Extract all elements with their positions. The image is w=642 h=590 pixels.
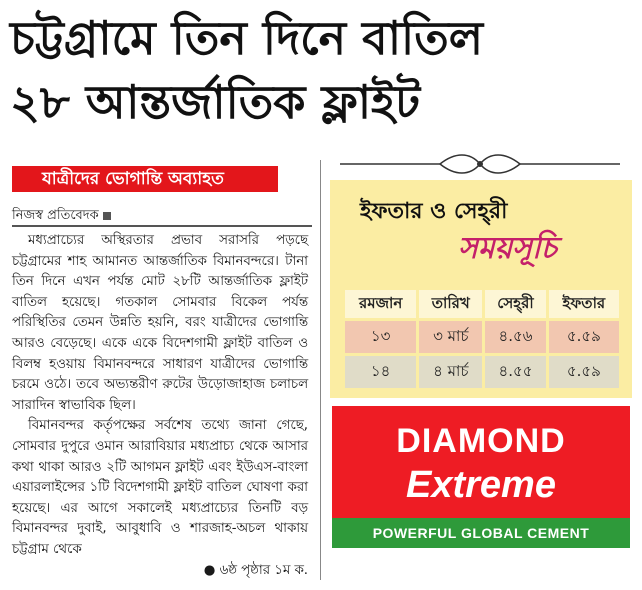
ornament-divider-icon <box>330 150 630 178</box>
article-paragraph-2: বিমানবন্দর কর্তৃপক্ষের সর্বশেষ তথ্যে জানা গেছে, সোমবার দুপুরে ওমান আরাবিয়ার মধ্যপ্রাচ্য থেকে আসার কথা থাকা আরও ২টি আগমন ফ্লাইট এবং ইউএস-বাংলা এয়ারলাইন্সের ১টি বিদেশগামী ফ্লাইট বাতিল ঘোষণা করা হয়েছে। এর আগে সকালেই মধ্যপ্রাচ্যের তিনটি বড় বিমানবন্দর দুবাই, আবুধাবি ও শারজাহ-অচল থাকায় চট্টগ্রাম থেকে <box>12 418 308 557</box>
table-header: তারিখ <box>419 290 482 318</box>
table-cell: ১৩ <box>345 321 416 353</box>
table-cell: ৪.৫৫ <box>485 356 545 388</box>
ad-brand-name: DIAMOND <box>396 422 566 460</box>
article-body <box>12 231 308 581</box>
table-row <box>345 321 619 353</box>
byline-text: নিজস্ব প্রতিবেদক <box>12 208 99 223</box>
table-header: রমজান <box>345 290 416 318</box>
headline <box>10 6 632 134</box>
article-paragraph-1: মধ্যপ্রাচ্যের অস্থিরতার প্রভাব সরাসরি পড়ছে চট্টগ্রামের শাহ আমানত আন্তর্জাতিক বিমানবন্দরে। টানা তিন দিনে এখন পর্যন্ত মোট ২৮টি আন্তর্জাতিক ফ্লাইট বাতিল হয়েছে। গতকাল সোমবার বিকেল পর্যন্ত পরিস্থিতির তেমন উন্নতি হয়নি, বরং যাত্রীদের ভোগান্তি আরও বেড়েছে। একে একে বিদেশগামী ফ্লাইট বাতিল ও বিলম্ব হওয়ায় বিমানবন্দরে সাধারণ যাত্রীদের ভোগান্তি চরমে ওঠে। তবে অভ্যন্তরীণ রুটের উড়োজাহাজ চলাচল সারাদিন স্বাভাবিক ছিল। <box>12 233 308 413</box>
diamond-cement-advertisement[interactable] <box>330 404 632 550</box>
ad-tagline: POWERFUL GLOBAL CEMENT <box>332 518 630 548</box>
iftar-box-title: ইফতার ও সেহ্‌রী <box>360 199 508 224</box>
table-cell: ১৪ <box>345 356 416 388</box>
headline-line-1: চট্টগ্রামে তিন দিনে বাতিল <box>10 11 483 65</box>
table-cell: ৫.৫৯ <box>549 321 619 353</box>
table-cell: ৩ মার্চ <box>419 321 482 353</box>
table-header: সেহ্‌রী <box>485 290 545 318</box>
table-cell: ৫.৫৯ <box>549 356 619 388</box>
iftar-box-subtitle: সময়সূচি <box>458 231 557 266</box>
table-cell: ৪ মার্চ <box>419 356 482 388</box>
column-divider <box>320 160 321 580</box>
byline-divider <box>12 225 312 227</box>
headline-line-2: ২৮ আন্তর্জাতিক ফ্লাইট <box>10 75 421 129</box>
iftar-sehri-box <box>330 180 632 398</box>
square-bullet-icon <box>103 212 111 220</box>
table-header: ইফতার <box>549 290 619 318</box>
table-row <box>345 356 619 388</box>
continuation-note: ● ৬ষ্ঠ পৃষ্ঠার ১ম ক. <box>203 562 308 578</box>
byline <box>12 206 111 227</box>
iftar-schedule-table <box>342 287 622 391</box>
subheadline: যাত্রীদের ভোগান্তি অব্যাহত <box>12 166 278 192</box>
table-cell: ৪.৫৬ <box>485 321 545 353</box>
ad-product-name: Extreme <box>406 464 556 506</box>
